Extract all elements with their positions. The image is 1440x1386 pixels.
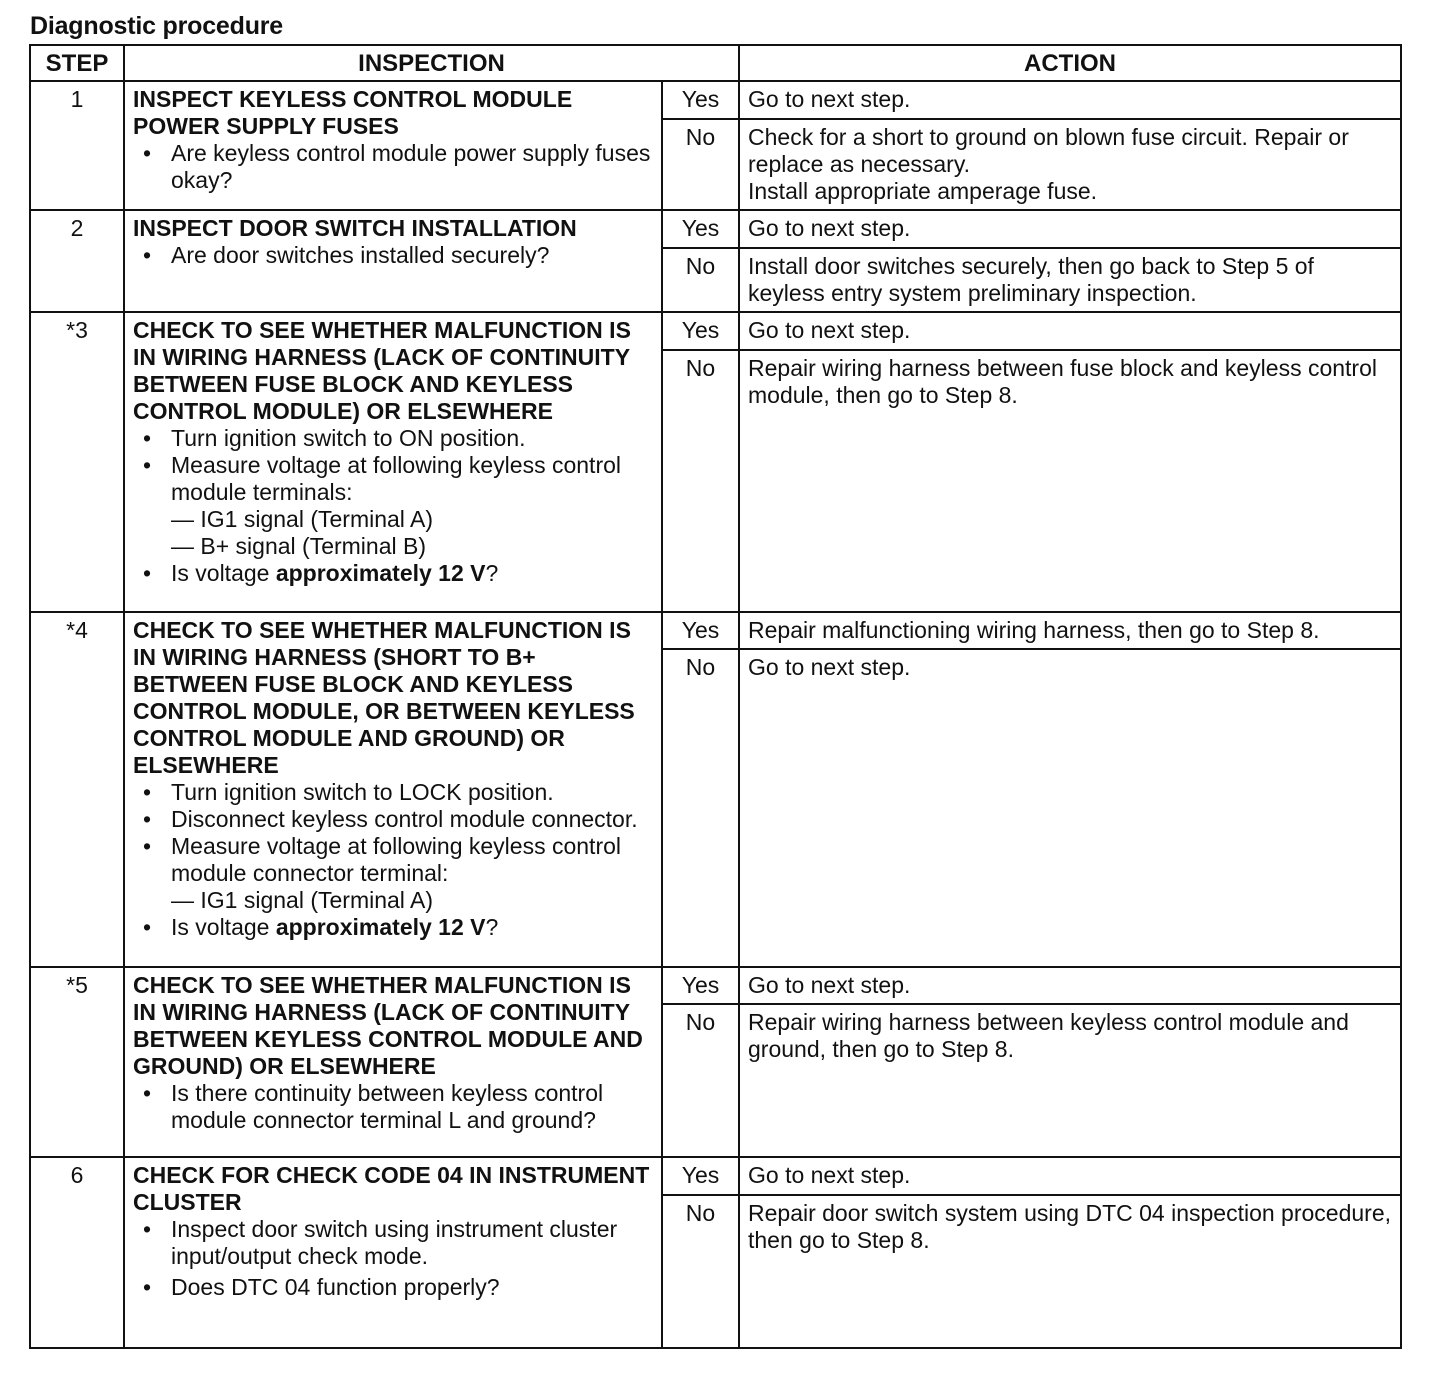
no-label: No: [662, 119, 739, 211]
inspection-bullet: • Are keyless control module power supply fuses okay?: [133, 140, 655, 194]
inspection-sub-item: — IG1 signal (Terminal A): [171, 886, 434, 913]
table-row: [30, 81, 1401, 118]
inspection-cell: [124, 312, 662, 612]
table-row: [30, 210, 1401, 247]
header-step: STEP: [30, 45, 124, 81]
inspection-heading: INSPECT DOOR SWITCH INSTALLATION: [133, 215, 577, 242]
yes-action: Go to next step.: [739, 210, 1401, 247]
header-inspection: INSPECTION: [124, 45, 739, 81]
page-title: Diagnostic procedure: [30, 12, 283, 40]
inspection-bullet: • Inspect door switch using instrument cluster input/output check mode.: [133, 1216, 655, 1270]
inspection-question: • Is voltage approximately 12 V?: [133, 914, 655, 941]
inspection-cell: [124, 967, 662, 1158]
step-number: 1: [30, 81, 124, 210]
inspection-heading: INSPECT KEYLESS CONTROL MODULE POWER SUPPLY FUSES: [133, 86, 573, 140]
inspection-sub-item: — B+ signal (Terminal B): [171, 533, 426, 560]
yes-label: Yes: [662, 612, 739, 649]
inspection-cell: [124, 81, 662, 210]
inspection-bullet: • Measure voltage at following keyless control module connector terminal:: [133, 833, 655, 887]
no-label: No: [662, 1195, 739, 1348]
table-row: [30, 967, 1401, 1004]
step-number: 2: [30, 210, 124, 312]
inspection-bullet: • Is there continuity between keyless control module connector terminal L and ground?: [133, 1080, 655, 1134]
no-action: Repair wiring harness between keyless control module and ground, then go to Step 8.: [739, 1004, 1401, 1157]
no-label: No: [662, 1004, 739, 1157]
no-label: No: [662, 649, 739, 967]
inspection-bullet: • Turn ignition switch to ON position.: [133, 425, 655, 452]
yes-action: Go to next step.: [739, 81, 1401, 118]
inspection-bullet: • Does DTC 04 function properly?: [133, 1274, 655, 1301]
inspection-bullet: • Are door switches installed securely?: [133, 242, 655, 269]
no-label: No: [662, 248, 739, 313]
step-number: 6: [30, 1157, 124, 1348]
no-action: Install door switches securely, then go back to Step 5 of keyless entry system preliminary inspection.: [739, 248, 1401, 313]
header-row: [30, 45, 1401, 81]
yes-label: Yes: [662, 210, 739, 247]
step-number: *4: [30, 612, 124, 967]
inspection-heading: CHECK TO SEE WHETHER MALFUNCTION IS IN WIRING HARNESS (LACK OF CONTINUITY BETWEEN FUSE BLOCK AND KEYLESS CONTROL MODULE) OR ELSEWHERE: [133, 317, 631, 425]
inspection-cell: [124, 210, 662, 312]
step-number: *5: [30, 967, 124, 1158]
yes-action: Go to next step.: [739, 312, 1401, 349]
step-number: *3: [30, 312, 124, 612]
inspection-cell: [124, 1157, 662, 1348]
no-action-cell: [739, 119, 1401, 211]
header-action: ACTION: [739, 45, 1401, 81]
table-row: [30, 612, 1401, 649]
no-action: Repair door switch system using DTC 04 inspection procedure, then go to Step 8.: [739, 1195, 1401, 1348]
no-label: No: [662, 350, 739, 612]
inspection-cell: [124, 612, 662, 967]
inspection-sub-item: — IG1 signal (Terminal A): [171, 506, 434, 533]
inspection-bullet: • Turn ignition switch to LOCK position.: [133, 779, 655, 806]
inspection-heading: CHECK TO SEE WHETHER MALFUNCTION IS IN WIRING HARNESS (SHORT TO B+ BETWEEN FUSE BLOCK AND KEYLESS CONTROL MODULE, OR BETWEEN KEYLESS CONTROL MODULE AND GROUND) OR ELSEWHERE: [133, 616, 635, 778]
yes-action: Go to next step.: [739, 967, 1401, 1004]
no-action: Repair wiring harness between fuse block and keyless control module, then go to Step 8.: [739, 350, 1401, 612]
inspection-question: • Is voltage approximately 12 V?: [133, 560, 655, 587]
table-row: [30, 1157, 1401, 1194]
inspection-heading: CHECK FOR CHECK CODE 04 IN INSTRUMENT CLUSTER: [133, 1162, 650, 1216]
yes-label: Yes: [662, 967, 739, 1004]
yes-label: Yes: [662, 81, 739, 118]
yes-label: Yes: [662, 312, 739, 349]
table-row: [30, 312, 1401, 349]
yes-action: Repair malfunctioning wiring harness, then go to Step 8.: [739, 612, 1401, 649]
diagnostic-table: [29, 44, 1402, 1349]
inspection-heading: CHECK TO SEE WHETHER MALFUNCTION IS IN WIRING HARNESS (LACK OF CONTINUITY BETWEEN KEYLESS CONTROL MODULE AND GROUND) OR ELSEWHERE: [133, 971, 643, 1079]
inspection-bullet: • Measure voltage at following keyless control module terminals:: [133, 452, 655, 506]
inspection-bullet: • Disconnect keyless control module connector.: [133, 806, 655, 833]
yes-action: Go to next step.: [739, 1157, 1401, 1194]
no-action: Go to next step.: [739, 649, 1401, 967]
no-action-extra: Install appropriate amperage fuse.: [748, 177, 1098, 204]
no-action: Check for a short to ground on blown fuse circuit. Repair or replace as necessary.: [748, 123, 1349, 177]
yes-label: Yes: [662, 1157, 739, 1194]
